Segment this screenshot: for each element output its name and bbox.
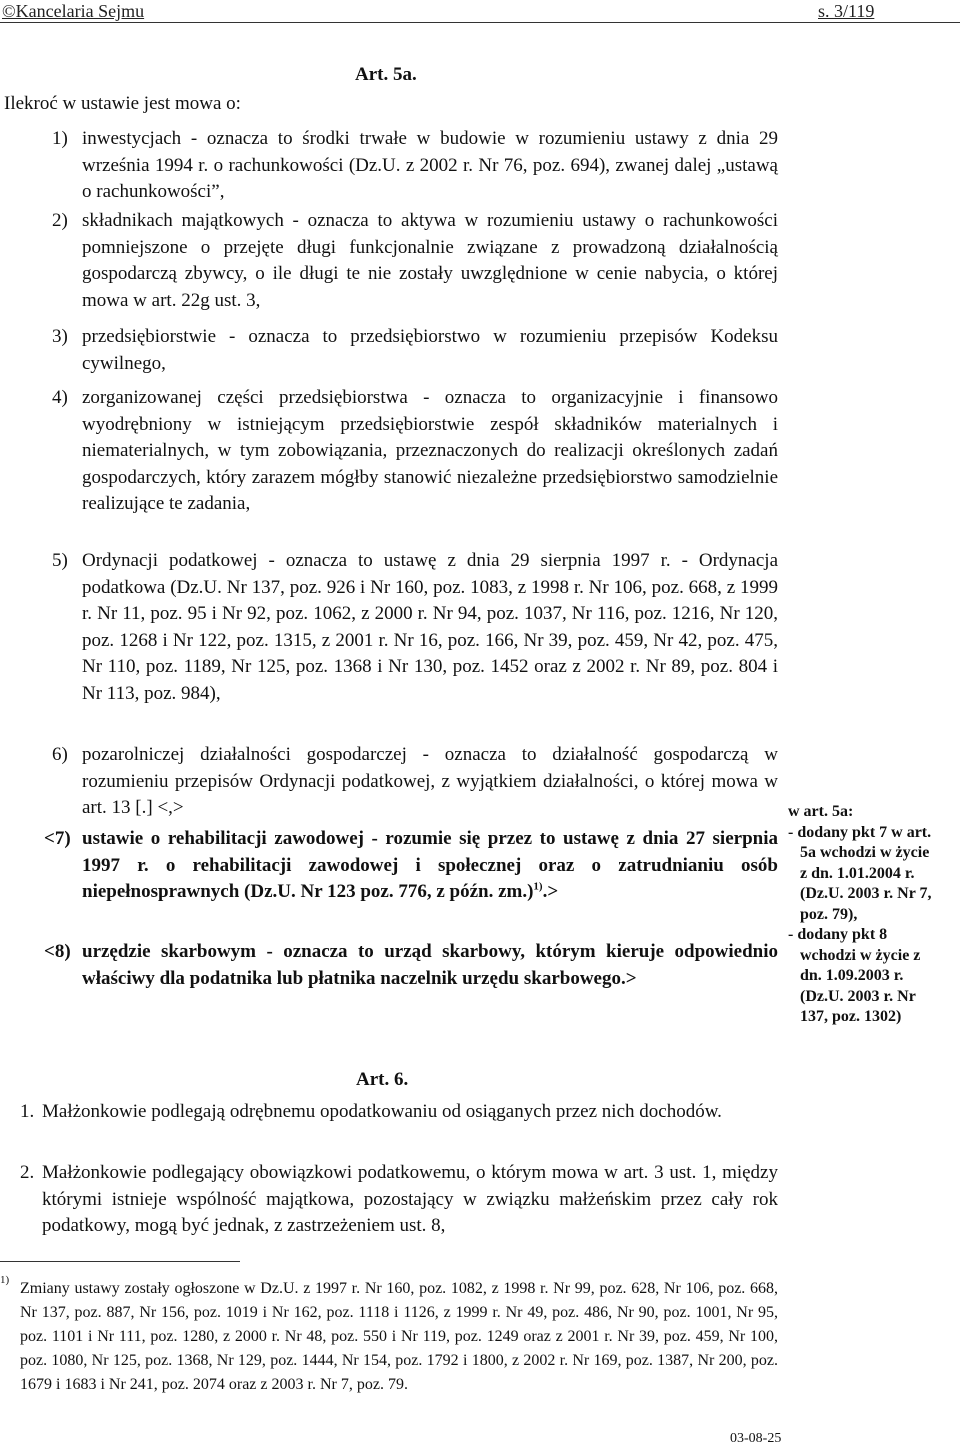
item-text: ustawie o rehabilitacji zawodowej - rozumie się przez to ustawę z dnia 27 sierpnia 1997 r. o rehabilitacji zawodowej i społecznej oraz o zatrudnianiu osób niepełnosprawnych (Dz.U. Nr 123 poz. 776, z późn. zm.) bbox=[82, 828, 778, 902]
header-divider bbox=[0, 22, 960, 23]
item-text: inwestycjach - oznacza to środki trwałe w budowie w rozumieniu ustawy z dnia 29 września 1994 r. o rachunkowości (Dz.U. z 2002 r. Nr 76, poz. 694), zwanej dalej „ustawą o rachunkowości”, bbox=[82, 128, 778, 202]
margin-note-line: - dodany pkt 8 bbox=[788, 926, 888, 943]
margin-note-line: wchodzi w życie z bbox=[800, 946, 921, 964]
paragraph-label: 2. bbox=[20, 1162, 35, 1183]
footnote-ref[interactable]: 1) bbox=[533, 880, 543, 893]
paragraph-2 bbox=[20, 1160, 778, 1240]
page-header bbox=[0, 0, 960, 28]
definition-item-7 bbox=[44, 826, 778, 906]
item-label: 6) bbox=[52, 744, 68, 765]
document-date: 03-08-25 bbox=[730, 1431, 782, 1446]
definition-item-5 bbox=[52, 548, 778, 707]
footnote-mark: 1) bbox=[0, 1274, 10, 1286]
paragraph-text: Małżonkowie podlegają odrębnemu opodatkowaniu od osiąganych przez nich dochodów. bbox=[42, 1101, 722, 1122]
item-label: <8) bbox=[44, 941, 71, 962]
item-label: 1) bbox=[52, 128, 68, 149]
definition-item-4 bbox=[52, 385, 778, 518]
article-6-title: Art. 6. bbox=[356, 1069, 409, 1090]
margin-note bbox=[788, 802, 958, 1028]
paragraph-text: Małżonkowie podlegający obowiązkowi podatkowemu, o którym mowa w art. 3 ust. 1, między którymi istnieje wspólność majątkowa, pozostający w związku małżeńskim przez cały rok podatkowy, mogą być jednak, z zastrzeżeniem ust. 8, bbox=[42, 1162, 778, 1236]
item-text: zorganizowanej części przedsiębiorstwa - oznacza to organizacyjnie i finansowo wyodrębniony w istniejącym przedsiębiorstwie zespół składników materialnych i niematerialnych, w tym zobowiązania, przeznaczonych do realizacji określonych zadań gospodarczych, który zarazem mógłby stanowić niezależne przedsiębiorstwo samodzielnie realizujące te zadania, bbox=[82, 387, 778, 514]
article-5a-intro: Ilekroć w ustawie jest mowa o: bbox=[4, 93, 241, 114]
item-text: przedsiębiorstwie - oznacza to przedsiębiorstwo w rozumieniu przepisów Kodeksu cywilnego, bbox=[82, 326, 778, 374]
item-label: 2) bbox=[52, 210, 68, 231]
footnote-divider bbox=[0, 1261, 240, 1262]
margin-note-line: (Dz.U. 2003 r. Nr bbox=[800, 987, 916, 1005]
definition-item-2 bbox=[52, 208, 778, 314]
item-label: 3) bbox=[52, 326, 68, 347]
item-label: 4) bbox=[52, 387, 68, 408]
margin-note-line: w art. 5a: bbox=[788, 803, 854, 820]
definition-item-6 bbox=[52, 742, 778, 822]
article-5a-title: Art. 5a. bbox=[355, 64, 417, 85]
margin-note-line: poz. 79), bbox=[800, 905, 858, 923]
item-tail: .> bbox=[542, 881, 559, 902]
margin-note-line: (Dz.U. 2003 r. Nr 7, bbox=[800, 885, 932, 902]
paragraph-1 bbox=[20, 1099, 778, 1126]
item-text: urzędzie skarbowym - oznacza to urząd skarbowy, którym kieruje odpowiednio właściwy dla podatnika lub płatnika naczelnik urzędu skarbowego.> bbox=[82, 941, 778, 989]
definition-item-8 bbox=[44, 939, 778, 992]
margin-note-line: - dodany pkt 7 w art. bbox=[788, 823, 932, 841]
page-number-link[interactable]: s. 3/119 bbox=[818, 1, 875, 21]
margin-note-line: z dn. 1.01.2004 r. bbox=[800, 864, 915, 882]
footnote-text: Zmiany ustawy zostały ogłoszone w Dz.U. z 1997 r. Nr 160, poz. 1082, z 1998 r. Nr 99, poz. 628, Nr 106, poz. 668, Nr 137, poz. 887, Nr 156, poz. 1019 i Nr 162, poz. 1118 i 1126, z 1999 r. Nr 49, poz. 486, Nr 90, poz. 1001, Nr 95, poz. 1101 i Nr 111, poz. 1280, z 2000 r. Nr 48, poz. 550 i Nr 119, poz. 1249 oraz z 2001 r. Nr 39, poz. 459, Nr 100, poz. 1080, Nr 125, poz. 1368, Nr 129, poz. 1444, Nr 154, poz. 1792 i 1800, z 2002 r. Nr 169, poz. 1387, Nr 200, poz. 1679 i 1683 i Nr 241, poz. 2074 oraz z 2003 r. Nr 7, poz. 79. bbox=[20, 1280, 778, 1393]
source-link[interactable]: ©Kancelaria Sejmu bbox=[2, 1, 145, 21]
item-text: Ordynacji podatkowej - oznacza to ustawę z dnia 29 sierpnia 1997 r. - Ordynacja podatkowa (Dz.U. Nr 137, poz. 926 i Nr 160, poz. 1083, z 1998 r. Nr 106, poz. 668, z 1999 r. Nr 11, poz. 95 i Nr 92, poz. 1062, z 2000 r. Nr 94, poz. 1037, Nr 116, poz. 1216, Nr 120, poz. 1268 i Nr 122, poz. 1315, z 2001 r. Nr 16, poz. 166, Nr 39, poz. 459, Nr 42, poz. 475, Nr 110, poz. 1189, Nr 125, poz. 1368 i Nr 130, poz. 1452 oraz z 2002 r. Nr 89, poz. 804 i Nr 113, poz. 984), bbox=[82, 550, 778, 704]
margin-note-line: dn. 1.09.2003 r. bbox=[800, 967, 904, 984]
definition-item-1 bbox=[52, 126, 778, 206]
margin-note-line: 137, poz. 1302) bbox=[800, 1008, 902, 1025]
definition-item-3 bbox=[52, 324, 778, 377]
item-label: 5) bbox=[52, 550, 68, 571]
paragraph-label: 1. bbox=[20, 1101, 35, 1122]
item-text: pozarolniczej działalności gospodarczej - oznacza to działalność gospodarczą w rozumieniu przepisów Ordynacji podatkowej, z wyjątkiem działalności, o której mowa w art. 13 bbox=[82, 744, 778, 818]
item-text: składnikach majątkowych - oznacza to aktywa w rozumieniu ustawy o rachunkowości pomniejszone o przejęte długi funkcjonalnie związane z prowadzoną działalnością gospodarczą zbywcy, o ile długi te nie zostały uwzględnione w cenie nabycia, o której mowa w art. 22g ust. 3, bbox=[82, 210, 778, 311]
margin-note-line: 5a wchodzi w życie bbox=[800, 844, 930, 861]
item-label: <7) bbox=[44, 828, 71, 849]
item-tail: [.] <,> bbox=[130, 797, 184, 818]
